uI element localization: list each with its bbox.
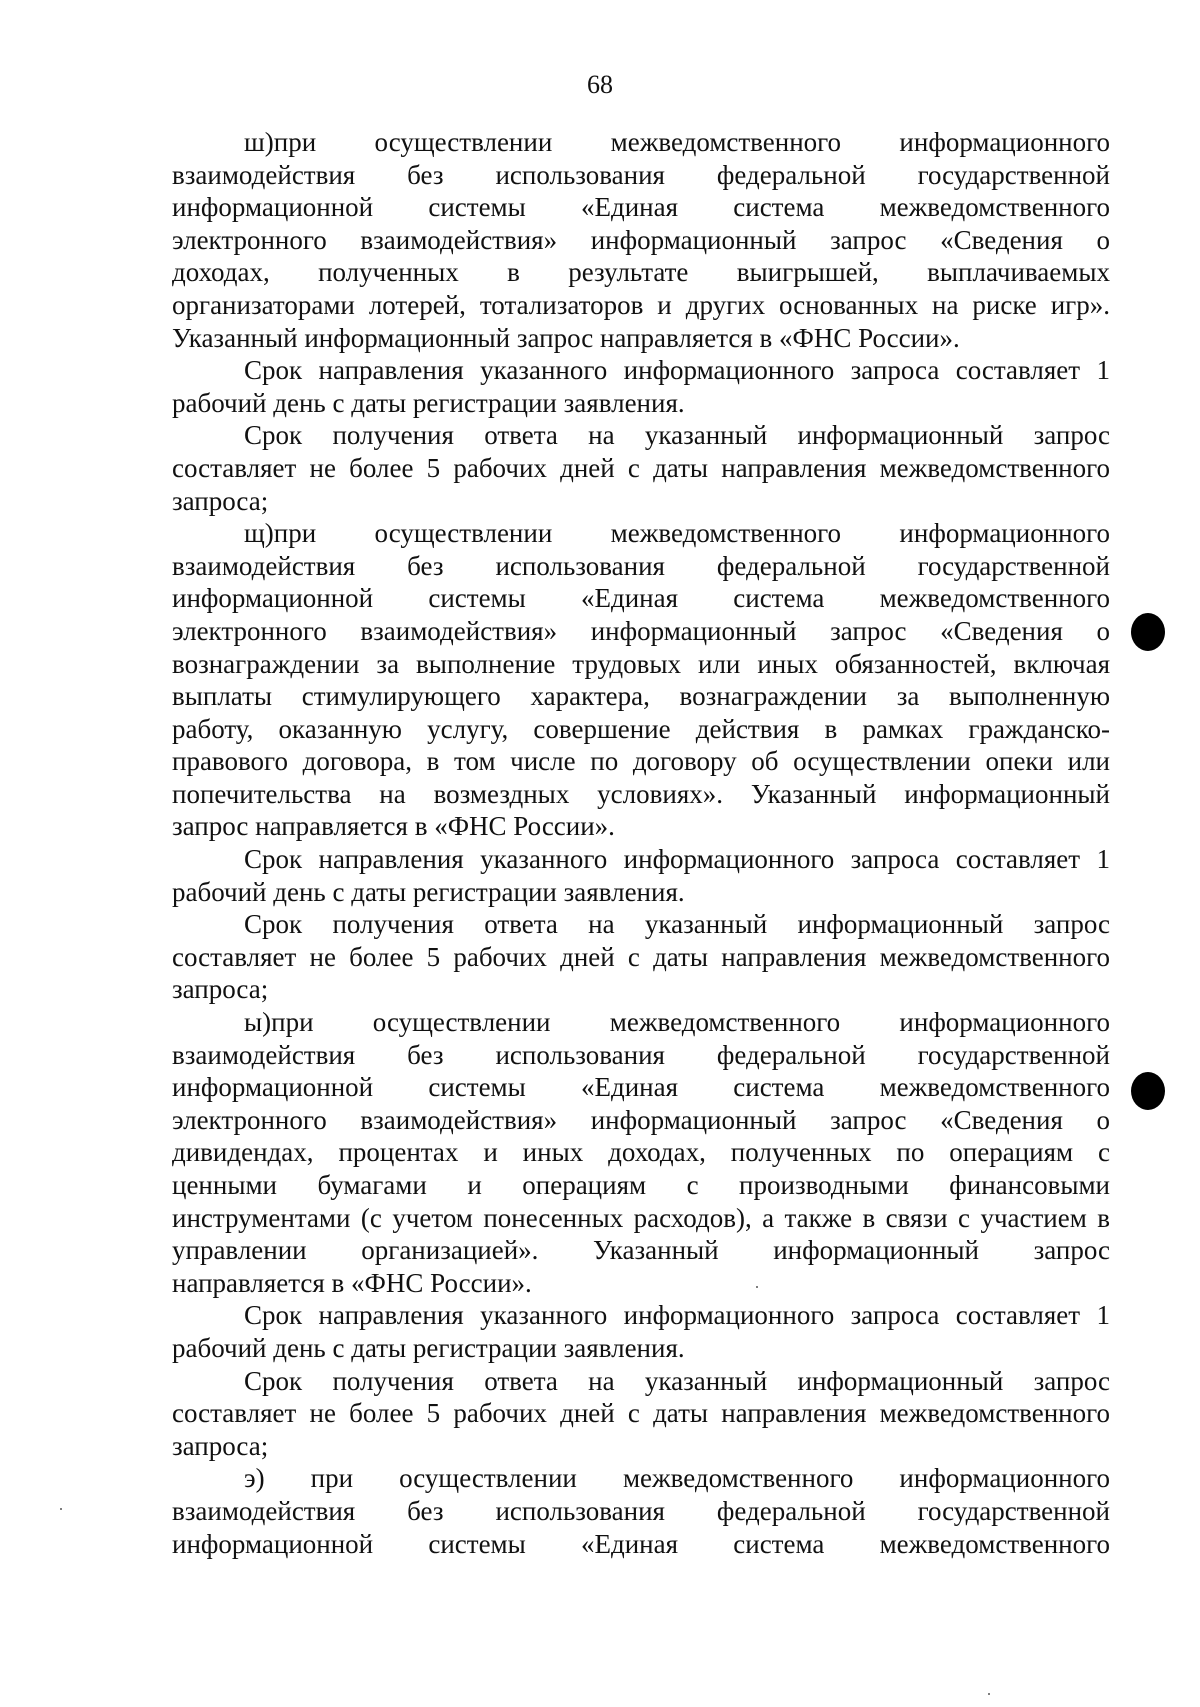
text-line: дивидендах, процентах и иных доходах, полученных по операциям с bbox=[172, 1137, 1110, 1168]
scan-speck bbox=[60, 1508, 62, 1510]
text-line: Срок направления указанного информационного запроса составляет 1 bbox=[244, 1300, 1110, 1331]
paragraph bbox=[172, 1299, 1110, 1364]
text-line: взаимодействия без использования федеральной государственной bbox=[172, 159, 1110, 190]
paragraph bbox=[172, 419, 1110, 517]
text-line: рабочий день с даты регистрации заявления. bbox=[172, 1332, 685, 1363]
text-line: направляется в «ФНС России». bbox=[172, 1267, 532, 1298]
text-line: работу, оказанную услугу, совершение действия в рамках гражданско- bbox=[172, 713, 1110, 744]
text-line: запроса; bbox=[172, 1430, 269, 1461]
scan-speck bbox=[756, 1286, 758, 1288]
text-line: информационной системы «Единая система межведомственного bbox=[172, 192, 1110, 223]
text-line: Срок направления указанного информационного запроса составляет 1 bbox=[244, 844, 1110, 875]
paragraph bbox=[172, 1365, 1110, 1463]
text-line: доходах, полученных в результате выигрышей, выплачиваемых bbox=[172, 257, 1110, 288]
punch-hole-mark bbox=[1131, 613, 1165, 651]
text-line: правового договора, в том числе по договору об осуществлении опеки или bbox=[172, 746, 1110, 777]
punch-hole-mark bbox=[1131, 1072, 1165, 1110]
text-line: щ)при осуществлении межведомственного информационного bbox=[244, 518, 1110, 549]
text-line: Срок направления указанного информационного запроса составляет 1 bbox=[244, 355, 1110, 386]
text-line: электронного взаимодействия» информационный запрос «Сведения о bbox=[172, 224, 1110, 255]
text-line: рабочий день с даты регистрации заявления. bbox=[172, 876, 685, 907]
text-line: информационной системы «Единая система межведомственного bbox=[172, 1528, 1110, 1559]
paragraph bbox=[172, 354, 1110, 419]
text-line: попечительства на возмездных условиях». Указанный информационный bbox=[172, 778, 1110, 809]
text-line: организаторами лотерей, тотализаторов и других основанных на риске игр». bbox=[172, 289, 1110, 320]
text-line: информационной системы «Единая система межведомственного bbox=[172, 1072, 1110, 1103]
text-line: электронного взаимодействия» информационный запрос «Сведения о bbox=[172, 1104, 1110, 1135]
scan-speck bbox=[988, 1693, 990, 1695]
text-line: составляет не более 5 рабочих дней с даты направления межведомственного bbox=[172, 452, 1110, 483]
text-line: управлении организацией». Указанный информационный запрос bbox=[172, 1235, 1110, 1266]
text-line: запроса; bbox=[172, 485, 269, 516]
text-line: запроса; bbox=[172, 974, 269, 1005]
paragraph bbox=[172, 1006, 1110, 1299]
text-line: взаимодействия без использования федеральной государственной bbox=[172, 550, 1110, 581]
text-line: информационной системы «Единая система межведомственного bbox=[172, 583, 1110, 614]
text-line: Срок получения ответа на указанный информационный запрос bbox=[244, 420, 1110, 451]
text-line: инструментами (с учетом понесенных расходов), а также в связи с участием в bbox=[172, 1202, 1110, 1233]
text-line: ы)при осуществлении межведомственного информационного bbox=[244, 1007, 1110, 1038]
text-line: ценными бумагами и операциям с производными финансовыми bbox=[172, 1170, 1110, 1200]
text-line: взаимодействия без использования федеральной государственной bbox=[172, 1495, 1110, 1526]
text-line: вознаграждении за выполнение трудовых или иных обязанностей, включая bbox=[172, 648, 1110, 679]
text-line: рабочий день с даты регистрации заявления. bbox=[172, 387, 685, 418]
text-line: выплаты стимулирующего характера, вознаграждении за выполненную bbox=[172, 681, 1110, 712]
text-line: взаимодействия без использования федеральной государственной bbox=[172, 1039, 1110, 1070]
text-line: электронного взаимодействия» информационный запрос «Сведения о bbox=[172, 615, 1110, 646]
text-line: составляет не более 5 рабочих дней с даты направления межведомственного bbox=[172, 941, 1110, 972]
text-line: Срок получения ответа на указанный информационный запрос bbox=[244, 1365, 1110, 1396]
text-line: Срок получения ответа на указанный информационный запрос bbox=[244, 909, 1110, 940]
paragraph bbox=[172, 517, 1110, 843]
document-body bbox=[172, 126, 1110, 1560]
text-line: ш)при осуществлении межведомственного информационного bbox=[244, 127, 1110, 157]
text-line: э) при осуществлении межведомственного информационного bbox=[244, 1463, 1110, 1494]
text-line: Указанный информационный запрос направляется в «ФНС России». bbox=[172, 322, 960, 353]
paragraph bbox=[172, 908, 1110, 1006]
paragraph bbox=[172, 1462, 1110, 1560]
text-line: составляет не более 5 рабочих дней с даты направления межведомственного bbox=[172, 1398, 1110, 1429]
text-line: запрос направляется в «ФНС России». bbox=[172, 811, 615, 842]
page-number: 68 bbox=[587, 70, 613, 99]
paragraph bbox=[172, 126, 1110, 354]
paragraph bbox=[172, 843, 1110, 908]
